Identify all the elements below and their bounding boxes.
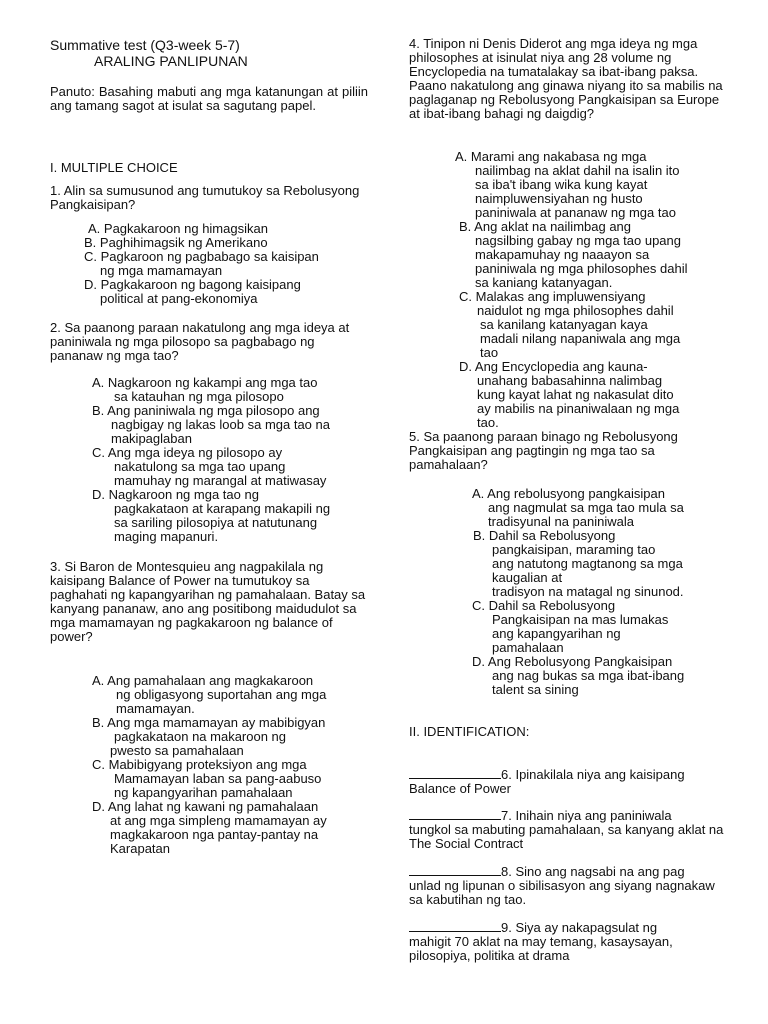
q4-option-a: A. Marami ang nakabasa ng mga bbox=[455, 149, 647, 164]
test-header bbox=[50, 37, 368, 69]
q4-option-b-cont4: sa kaniang katanyagan. bbox=[475, 275, 613, 290]
q1-option-c: C. Pagkaroon ng pagbabago sa kaisipan bbox=[84, 249, 319, 264]
item-9-first-line: 9. Siya ay nakapagsulat ng bbox=[501, 920, 658, 935]
q2-option-b-cont2: makipaglaban bbox=[111, 431, 192, 446]
q5-option-c: C. Dahil sa Rebolusyong bbox=[472, 598, 616, 613]
q4-option-b-cont3: paniniwala ng mga philosophes dahil bbox=[475, 261, 688, 276]
q3-option-a: A. Ang pamahalaan ang magkakaroon bbox=[92, 673, 314, 688]
question-1: 1. Alin sa sumusunod ang tumutukoy sa Rebolusyong Pangkaisipan? bbox=[50, 183, 360, 212]
answer-blank-6[interactable] bbox=[409, 768, 501, 779]
q2-option-c-cont2: mamuhay ng marangal at matiwasay bbox=[114, 473, 327, 488]
q2-option-d-cont3: maging mapanuri. bbox=[114, 529, 219, 544]
identification-item-6 bbox=[409, 768, 727, 796]
q4-option-c-cont2: sa kanilang katanyagan kaya bbox=[480, 317, 648, 332]
q5-option-a-cont2: tradisyunal na paniniwala bbox=[488, 514, 634, 529]
q4-option-a-cont4: paniniwala at pananaw ng mga tao bbox=[475, 205, 676, 220]
q3-option-b-cont2: pwesto sa pamahalaan bbox=[110, 743, 244, 758]
test-title: Summative test (Q3-week 5-7) bbox=[50, 37, 240, 53]
q3-option-a-cont2: mamamayan. bbox=[116, 701, 195, 716]
item-8-first-line: 8. Sino ang nagsabi na ang pag bbox=[501, 864, 685, 879]
q5-option-c-cont2: ang kapangyarihan ng bbox=[492, 626, 621, 641]
q2-option-a-cont: sa katauhan ng mga pilosopo bbox=[114, 389, 284, 404]
item-7-first-line: 7. Inihain niya ang paniniwala bbox=[501, 808, 672, 823]
q1-option-d-cont: political at pang-ekonomiya bbox=[100, 291, 258, 306]
identification-item-7 bbox=[409, 809, 727, 851]
q4-option-d-cont4: tao. bbox=[477, 415, 499, 430]
identification-item-8 bbox=[409, 865, 727, 907]
item-7-rest: tungkol sa mabuting pamahalaan, sa kanyang aklat na The Social Contract bbox=[409, 822, 724, 851]
question-5: 5. Sa paanong paraan binago ng Rebolusyong Pangkaisipan ang pagtingin ng mga tao sa pamahalaan? bbox=[409, 429, 678, 472]
q5-option-b: B. Dahil sa Rebolusyong bbox=[473, 528, 616, 543]
q5-option-b-cont3: kaugalian at bbox=[492, 570, 563, 585]
q3-option-d-cont3: Karapatan bbox=[110, 841, 170, 856]
q2-option-d: D. Nagkaroon ng mga tao ng bbox=[92, 487, 259, 502]
q3-option-d-cont1: at ang mga simpleng mamamayan ay bbox=[110, 813, 327, 828]
item-9-rest: mahigit 70 aklat na may temang, kasaysayan, pilosopiya, politika at drama bbox=[409, 934, 673, 963]
subject-title: ARALING PANLIPUNAN bbox=[94, 53, 248, 69]
q4-option-b: B. Ang aklat na nailimbag ang bbox=[459, 219, 632, 234]
q5-option-d: D. Ang Rebolusyong Pangkaisipan bbox=[472, 654, 673, 669]
answer-blank-9[interactable] bbox=[409, 921, 501, 932]
q5-option-d-cont2: talent sa sining bbox=[492, 682, 579, 697]
q3-option-b: B. Ang mga mamamayan ay mabibigyan bbox=[92, 715, 326, 730]
q3-option-c: C. Mabibigyang proteksiyon ang mga bbox=[92, 757, 307, 772]
identification-item-9 bbox=[409, 921, 727, 963]
q4-option-c-cont4: tao bbox=[480, 345, 499, 360]
question-4: 4. Tinipon ni Denis Diderot ang mga ideya ng mga philosophes at isinulat niya ang 28 volume ng Encyclopedia na tumatalakay sa ibat-ibang paksa. Paano nakatulong ang ginawa niyang ito sa mabilis na paglaganap ng Rebolusyong Pangkaisipan sa Europe at ibat-ibang bahagi ng daigdig? bbox=[409, 36, 723, 121]
q3-option-d: D. Ang lahat ng kawani ng pamahalaan bbox=[92, 799, 319, 814]
q2-option-d-cont1: pagkakataon at karapang makapili ng bbox=[114, 501, 331, 516]
q1-options bbox=[84, 221, 319, 306]
q4-option-c-cont3: madali nilang napaniwala ang mga bbox=[480, 331, 681, 346]
q4-option-b-cont1: nagsilbing gabay ng mga tao upang bbox=[475, 233, 681, 248]
q4-options bbox=[455, 150, 687, 430]
q4-option-a-cont3: naimpluwensiyahan ng husto bbox=[475, 191, 643, 206]
q2-options bbox=[92, 376, 330, 544]
answer-blank-8[interactable] bbox=[409, 865, 501, 876]
item-8-rest: unlad ng lipunan o sibilisasyon ang siyang nagnakaw sa kabutihan ng tao. bbox=[409, 878, 715, 907]
q4-option-d-cont1: unahang babasahinna nalimbag bbox=[477, 373, 663, 388]
question-2: 2. Sa paanong paraan nakatulong ang mga ideya at paniniwala ng mga pilosopo sa pagbabago ng pananaw ng mga tao? bbox=[50, 320, 350, 363]
q4-option-d: D. Ang Encyclopedia ang kauna- bbox=[459, 359, 648, 374]
item-6-first-line: 6. Ipinakilala niya ang kaisipang bbox=[501, 767, 685, 782]
q4-option-c-cont1: naidulot ng mga philosophes dahil bbox=[477, 303, 674, 318]
instructions: Panuto: Basahing mabuti ang mga katanungan at piliin ang tamang sagot at isulat sa sagutang papel. bbox=[50, 84, 368, 113]
q5-option-c-cont3: pamahalaan bbox=[492, 640, 564, 655]
q3-option-a-cont1: ng obligasyong suportahan ang mga bbox=[116, 687, 327, 702]
q3-option-b-cont1: pagkakataon na makaroon ng bbox=[114, 729, 287, 744]
q3-option-c-cont1: Mamamayan laban sa pang-aabuso bbox=[114, 771, 322, 786]
q4-option-a-cont2: sa iba't ibang wika kung kayat bbox=[475, 177, 648, 192]
q3-option-d-cont2: magkakaroon nga pantay-pantay na bbox=[110, 827, 319, 842]
q5-option-b-cont1: pangkaisipan, maraming tao bbox=[492, 542, 656, 557]
q5-option-a: A. Ang rebolusyong pangkaisipan bbox=[472, 486, 665, 501]
answer-blank-7[interactable] bbox=[409, 809, 501, 820]
q4-option-a-cont1: nailimbag na aklat dahil na isalin ito bbox=[475, 163, 680, 178]
q2-option-c: C. Ang mga ideya ng pilosopo ay bbox=[92, 445, 283, 460]
q2-option-a: A. Nagkaroon ng kakampi ang mga tao bbox=[92, 375, 318, 390]
q5-option-d-cont1: ang nag bukas sa mga ibat-ibang bbox=[492, 668, 685, 683]
q1-option-c-cont: ng mga mamamayan bbox=[100, 263, 223, 278]
section-multiple-choice: I. MULTIPLE CHOICE bbox=[50, 160, 178, 175]
q1-option-d: D. Pagkakaroon ng bagong kaisipang bbox=[84, 277, 301, 292]
q2-option-d-cont2: sa sariling pilosopiya at natutunang bbox=[114, 515, 318, 530]
q5-option-a-cont1: ang nagmulat sa mga tao mula sa bbox=[488, 500, 684, 515]
q4-option-d-cont2: kung kayat lahat ng nakasulat dito bbox=[477, 387, 674, 402]
q4-option-c: C. Malakas ang impluwensiyang bbox=[459, 289, 646, 304]
q2-option-b: B. Ang paniniwala ng mga pilosopo ang bbox=[92, 403, 320, 418]
q5-option-b-cont4: tradisyon na matagal ng sinunod. bbox=[492, 584, 684, 599]
q4-option-d-cont3: ay mabilis na pinaniwalaan ng mga bbox=[477, 401, 680, 416]
q5-option-b-cont2: ang natutong magtanong sa mga bbox=[492, 556, 683, 571]
q5-options bbox=[472, 487, 684, 697]
q5-option-c-cont1: Pangkaisipan na mas lumakas bbox=[492, 612, 669, 627]
q2-option-c-cont1: nakatulong sa mga tao upang bbox=[114, 459, 286, 474]
q4-option-b-cont2: makapamuhay ng naaayon sa bbox=[475, 247, 650, 262]
q2-option-b-cont1: nagbigay ng lakas loob sa mga tao na bbox=[111, 417, 330, 432]
section-identification: II. IDENTIFICATION: bbox=[409, 724, 530, 739]
q3-option-c-cont2: ng kapangyarihan pamahalaan bbox=[114, 785, 293, 800]
q1-option-b: B. Paghihimagsik ng Amerikano bbox=[84, 235, 268, 250]
item-6-rest: Balance of Power bbox=[409, 781, 511, 796]
q1-option-a: A. Pagkakaroon ng himagsikan bbox=[88, 221, 268, 236]
q3-options bbox=[92, 674, 327, 856]
question-3: 3. Si Baron de Montesquieu ang nagpakilala ng kaisipang Balance of Power na tumutukoy sa paghahati ng kapangyarihan ng pamahalaan. Batay sa kanyang pananaw, ano ang positibong maidudulot sa mga mamamayan ng pagkakaroon ng balance of power? bbox=[50, 559, 366, 644]
